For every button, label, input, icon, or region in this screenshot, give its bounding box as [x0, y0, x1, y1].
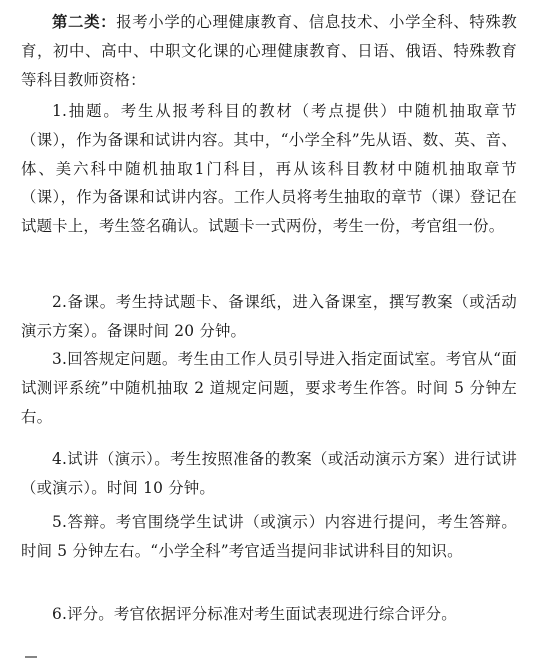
- section-intro-paragraph: [21, 8, 517, 94]
- section-intro-text: 报考小学的心理健康教育、信息技术、小学全科、特殊教育，初中、高中、中职文化课的心理健康教育、日语、俄语、特殊教育等科目教师资格：: [21, 13, 517, 89]
- page-continuation-mark: [25, 656, 37, 662]
- step-paragraph-scoring: 6.评分。考官依据评分标准对考生面试表现进行综合评分。: [52, 605, 457, 623]
- section-heading: 第二类：: [52, 13, 117, 31]
- step-paragraph-defense: 5.答辩。考官围绕学生试讲（或演示）内容进行提问，考生答辩。时间 5 分钟左右。“小学全科”考官适当提问非试讲科目的知识。: [21, 513, 517, 560]
- step-paragraph-trial-lecture: 4.试讲（演示）。考生按照准备的教案（或活动演示方案）进行试讲（或演示）。时间 10 分钟。: [21, 450, 517, 497]
- step-paragraph-required-questions: 3.回答规定问题。考生由工作人员引导进入指定面试室。考官从“面试测评系统”中随机抽取 2 道规定问题，要求考生作答。时间 5 分钟左右。: [21, 350, 517, 426]
- step-paragraph-lesson-prep: 2.备课。考生持试题卡、备课纸，进入备课室，撰写教案（或活动演示方案）。备课时间 20 分钟。: [21, 293, 517, 340]
- step-paragraph-draw-topic: 1.抽题。考生从报考科目的教材（考点提供）中随机抽取章节（课），作为备课和试讲内容。其中，“小学全科”先从语、数、英、音、体、美六科中随机抽取1门科目，再从该科目教材中随机抽取章节（课），作为备课和试讲内容。工作人员将考生抽取的章节（课）登记在试题卡上，考生签名确认。试题卡一式两份，考生一份，考官组一份。: [21, 102, 517, 236]
